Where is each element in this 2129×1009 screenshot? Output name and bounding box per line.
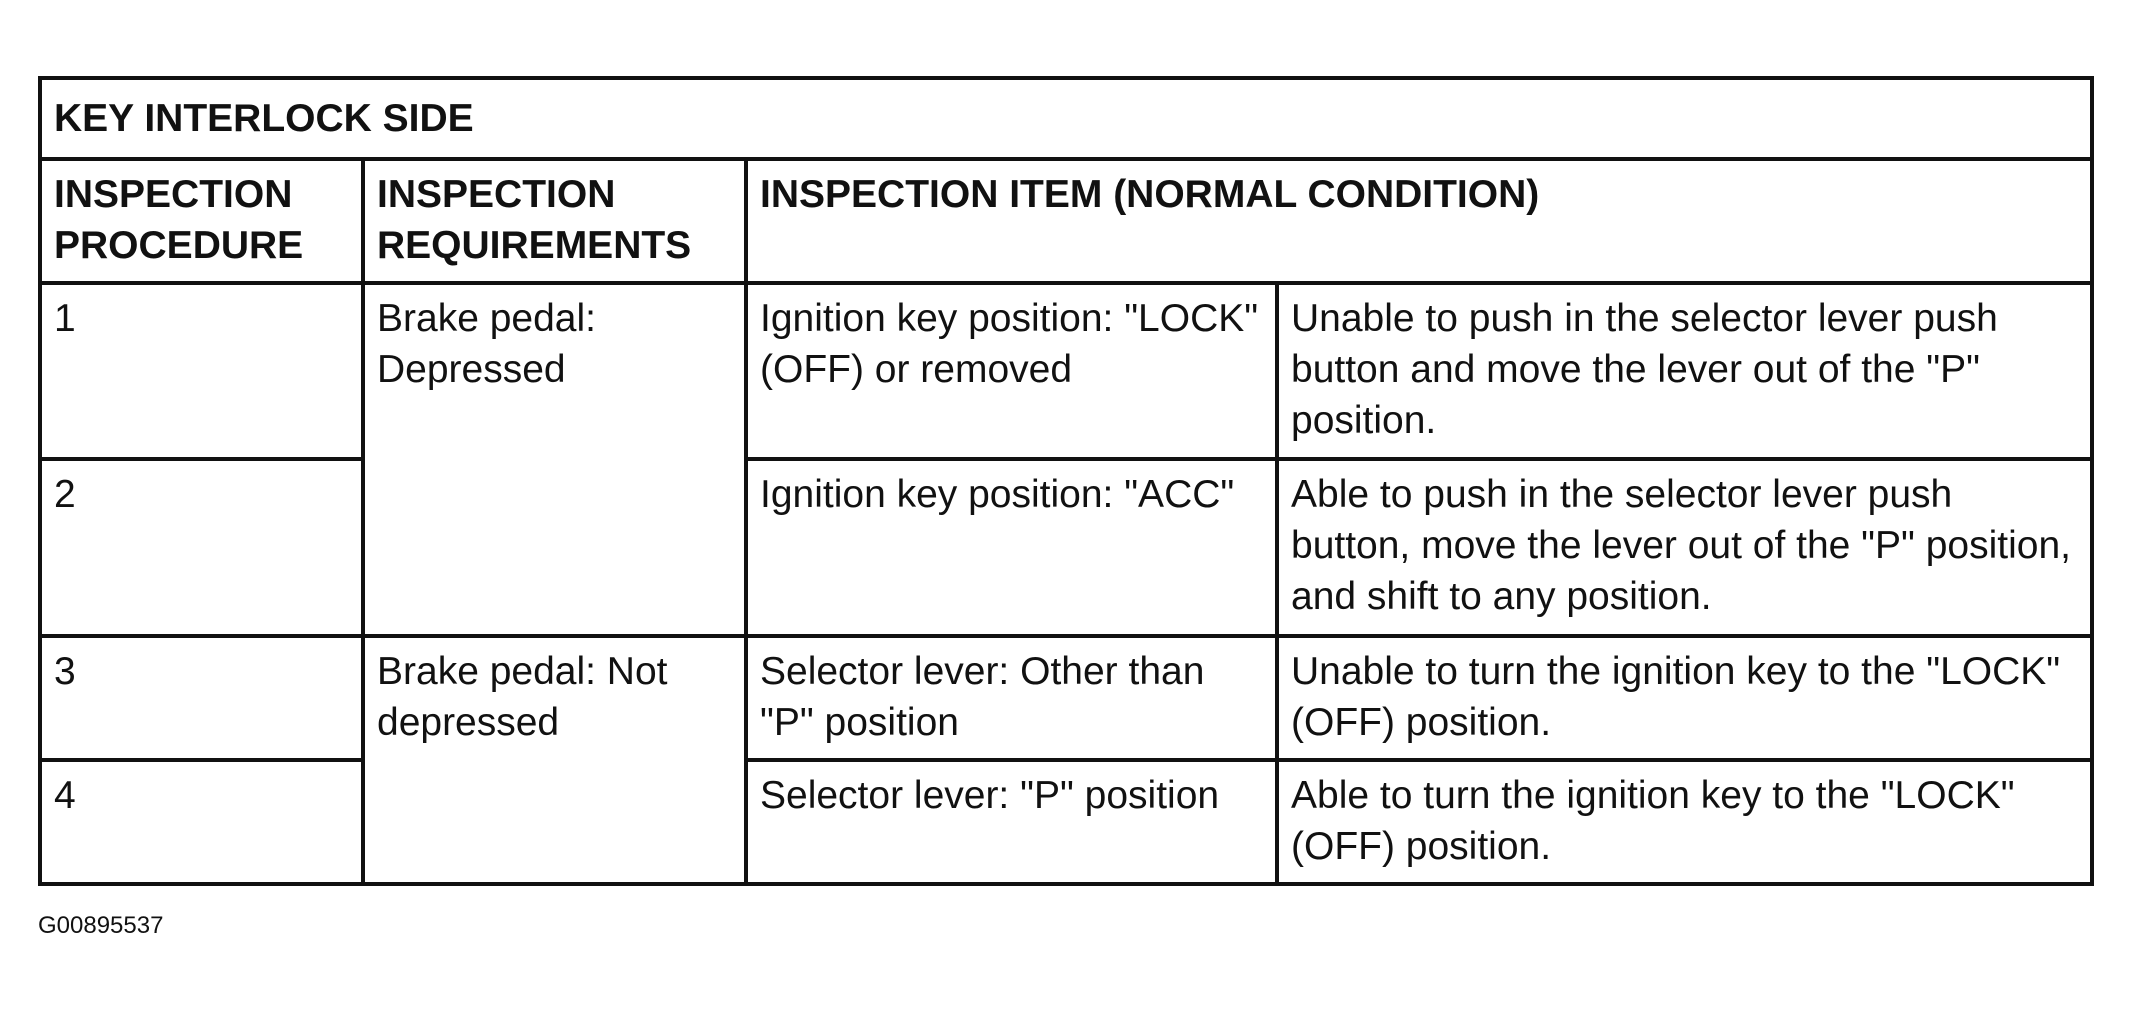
requirement-cell: Brake pedal: Depressed (363, 283, 746, 636)
procedure-cell: 3 (40, 636, 363, 760)
table-header-row (40, 159, 2092, 283)
figure-id: G00895537 (38, 912, 164, 939)
result-cell: Able to push in the selector lever push button, move the lever out of the "P" position, and shift to any position. (1277, 459, 2092, 636)
table-row (40, 283, 2092, 460)
procedure-cell: 4 (40, 760, 363, 884)
table-row (40, 636, 2092, 760)
key-interlock-table (38, 76, 2094, 886)
condition-cell: Ignition key position: "ACC" (746, 459, 1277, 636)
result-cell: Able to turn the ignition key to the "LOCK" (OFF) position. (1277, 760, 2092, 884)
procedure-cell: 2 (40, 459, 363, 636)
result-cell: Unable to turn the ignition key to the "LOCK" (OFF) position. (1277, 636, 2092, 760)
header-inspection-requirements: INSPECTION REQUIREMENTS (363, 159, 746, 283)
requirement-cell: Brake pedal: Not depressed (363, 636, 746, 884)
condition-cell: Ignition key position: "LOCK" (OFF) or removed (746, 283, 1277, 460)
table-title-row (40, 78, 2092, 159)
result-cell: Unable to push in the selector lever push button and move the lever out of the "P" position. (1277, 283, 2092, 460)
table-title: KEY INTERLOCK SIDE (40, 78, 2092, 159)
table-row (40, 760, 2092, 884)
header-inspection-procedure: INSPECTION PROCEDURE (40, 159, 363, 283)
header-inspection-item: INSPECTION ITEM (NORMAL CONDITION) (746, 159, 2092, 283)
condition-cell: Selector lever: Other than "P" position (746, 636, 1277, 760)
procedure-cell: 1 (40, 283, 363, 460)
condition-cell: Selector lever: "P" position (746, 760, 1277, 884)
table-row (40, 459, 2092, 636)
key-interlock-table-container (38, 76, 2090, 886)
